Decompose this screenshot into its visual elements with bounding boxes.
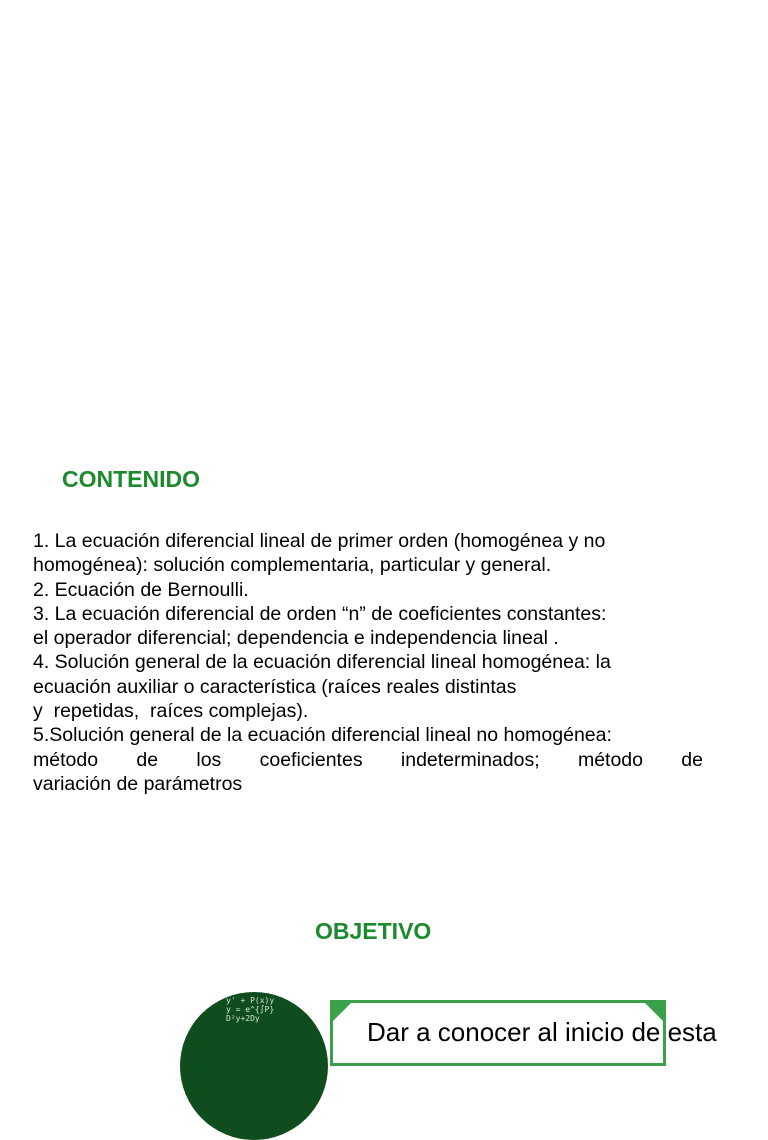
list-item: 5.Solución general de la ecuación diferencial lineal no homogénea: [33, 724, 612, 747]
list-item: el operador diferencial; dependencia e independencia lineal . [33, 627, 559, 650]
list-item: método de los coeficientes indeterminados; método de [33, 748, 703, 771]
list-item: y repetidas, raíces complejas). [33, 700, 309, 723]
list-item: variación de parámetros [33, 772, 243, 795]
contenido-list [33, 529, 703, 796]
list-item: ecuación auxiliar o característica (raíces reales distintas [33, 675, 517, 698]
list-item: 1. La ecuación diferencial lineal de primer orden (homogénea y no [33, 530, 606, 552]
list-item: 3. La ecuación diferencial de orden “n” de coeficientes constantes: [33, 602, 607, 625]
list-item: homogénea): solución complementaria, particular y general. [33, 554, 552, 577]
chalkboard-formulas: y' + P(x)y y = e^{∫P} D²y+2Dy [226, 996, 275, 1023]
objective-box [330, 1000, 717, 1066]
corner-decoration-left [333, 1003, 351, 1021]
objetivo-heading: OBJETIVO [315, 918, 432, 944]
objective-text: Dar a conocer al inicio de esta [367, 1017, 717, 1047]
chalkboard-image [180, 992, 328, 1140]
contenido-heading: CONTENIDO [62, 466, 200, 492]
list-item: 2. Ecuación de Bernoulli. [33, 578, 249, 601]
list-item: 4. Solución general de la ecuación diferencial lineal homogénea: la [33, 651, 611, 674]
